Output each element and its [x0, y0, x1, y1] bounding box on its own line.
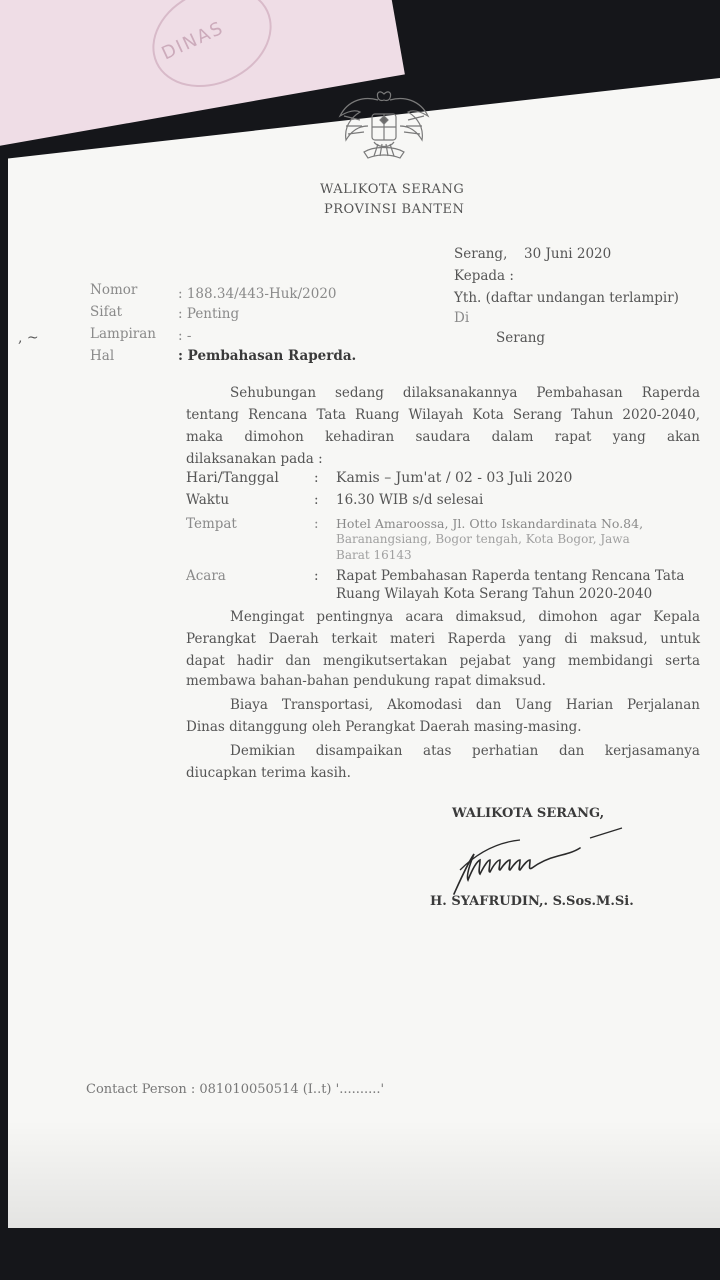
contact-person: Contact Person : 081010050514 (I..t) '..........' [86, 1082, 385, 1097]
detail-colon-waktu: : [314, 492, 319, 508]
para2-line-1: Mengingat pentingnya acara dimaksud, dimohon agar Kepala [230, 609, 700, 625]
para4-line-2: diucapkan terima kasih. [186, 765, 351, 781]
detail-value-hari: Kamis – Jum'at / 02 - 03 Juli 2020 [336, 470, 573, 486]
detail-label-waktu: Waktu [186, 492, 230, 508]
detail-value-acara-1: Rapat Pembahasan Raperda tentang Rencana Tata [336, 568, 685, 584]
para2-line-3: dapat hadir dan mengikutsertakan pejabat yang membidangi serta [186, 653, 700, 669]
paper-shadow [8, 1120, 720, 1228]
detail-value-tempat-3: Barat 16143 [336, 548, 412, 562]
para4-line-1: Demikian disampaikan atas perhatian dan kerjasamanya [230, 743, 700, 759]
detail-label-tempat: Tempat [186, 516, 237, 532]
header-line-2: PROVINSI BANTEN [324, 202, 465, 217]
sifat-label: Sifat [90, 304, 123, 320]
detail-label-acara: Acara [186, 568, 226, 584]
header-line-1: WALIKOTA SERANG [320, 182, 465, 197]
intro-line-4: dilaksanakan pada : [186, 451, 323, 467]
detail-label-hari: Hari/Tanggal [186, 470, 279, 486]
sifat-value: : Penting [178, 306, 240, 322]
para3-line-1: Biaya Transportasi, Akomodasi dan Uang Harian Perjalanan [230, 697, 700, 713]
para2-line-2: Perangkat Daerah terkait materi Raperda yang di maksud, untuk [186, 631, 700, 647]
nomor-value: : 188.34/443-Huk/2020 [178, 286, 337, 302]
intro-line-3: maka dimohon kehadiran saudara dalam rapat yang akan [186, 429, 700, 445]
detail-colon-hari: : [314, 470, 319, 486]
lampiran-label: Lampiran [90, 326, 156, 342]
handwritten-signature-icon [440, 820, 630, 900]
addressee-city: Serang [496, 330, 546, 346]
letter-date: 30 Juni 2020 [524, 246, 612, 262]
date-place: Serang, [454, 246, 508, 262]
intro-line-2: tentang Rencana Tata Ruang Wilayah Kota Serang Tahun 2020-2040, [186, 407, 700, 423]
intro-line-1: Sehubungan sedang dilaksanakannya Pembahasan Raperda [230, 385, 700, 401]
signature-title: WALIKOTA SERANG, [452, 806, 605, 821]
kepada-label: Kepada : [454, 268, 514, 284]
margin-mark: , ~ [18, 330, 39, 346]
hal-value: : Pembahasan Raperda. [178, 348, 357, 364]
lampiran-value: : - [178, 328, 192, 344]
detail-colon-tempat: : [314, 516, 319, 532]
background-stamp-text: DINAS [158, 17, 228, 65]
detail-value-tempat-2: Baranangsiang, Bogor tengah, Kota Bogor, Jawa [336, 532, 630, 546]
detail-value-waktu: 16.30 WIB s/d selesai [336, 492, 484, 508]
addressee-di: Di [454, 310, 470, 326]
nomor-label: Nomor [90, 282, 138, 298]
para3-line-2: Dinas ditanggung oleh Perangkat Daerah masing-masing. [186, 719, 582, 735]
para2-line-4: membawa bahan-bahan pendukung rapat dimaksud. [186, 673, 546, 689]
detail-value-acara-2: Ruang Wilayah Kota Serang Tahun 2020-2040 [336, 586, 653, 602]
signatory-name: H. SYAFRUDIN,. S.Sos.M.Si. [430, 894, 634, 909]
addressee-yth: Yth. (daftar undangan terlampir) [454, 290, 679, 306]
hal-label: Hal [90, 348, 115, 364]
detail-value-tempat-1: Hotel Amaroossa, Jl. Otto Iskandardinata No.84, [336, 516, 644, 531]
detail-colon-acara: : [314, 568, 319, 584]
garuda-emblem-icon [334, 86, 434, 168]
